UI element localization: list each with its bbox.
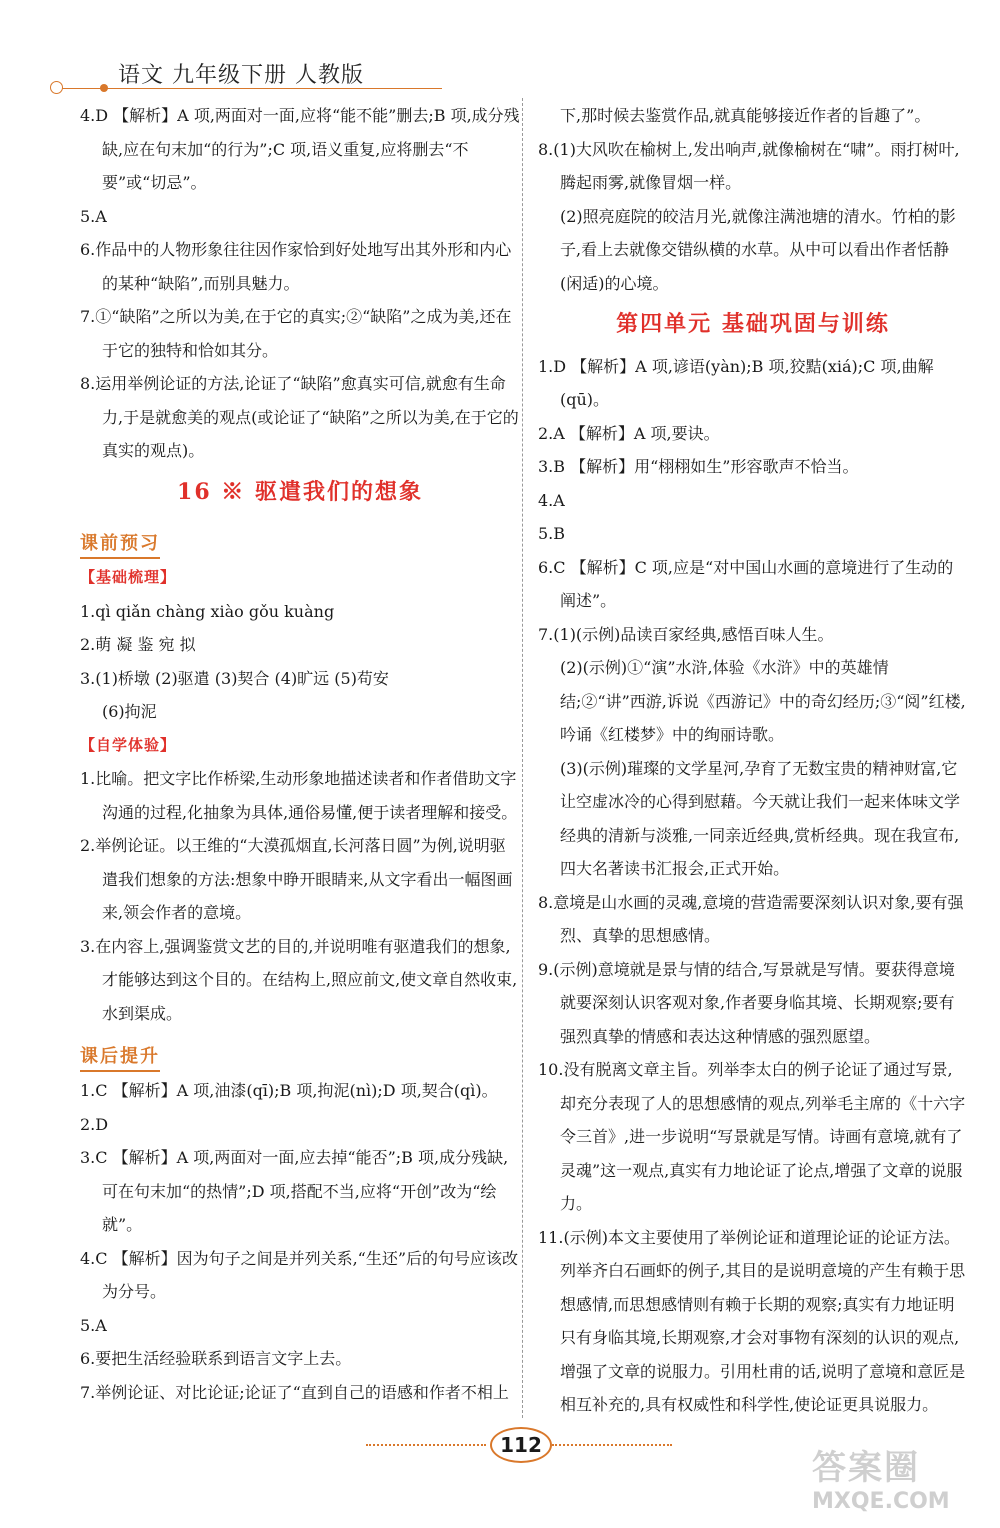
page-number: 112 [490,1427,552,1463]
answer-item: (6)拘泥 [102,702,157,721]
answer-item: 2.萌 凝 鉴 宛 拟 [80,635,196,654]
answer-item: 7.(1)(示例)品读百家经典,感悟百味人生。 [538,624,834,644]
answer-item: 2.A 【解析】A 项,要诀。 [538,423,720,443]
header-dot-decoration [100,84,108,92]
answer-item: 7.①“缺陷”之所以为美,在于它的真实;②“缺陷”之成为美,还在于它的独特和恰如其分。 [80,307,512,360]
basic-tag: 【基础梳理】 [80,568,177,586]
self-study-tag: 【自学体验】 [80,735,177,754]
answer-item: 6.要把生活经验联系到语言文字上去。 [80,1349,352,1368]
left-column [80,99,520,1409]
answer-item: 5.B [538,524,566,543]
answer-item: 10.没有脱离文章主旨。列举李太白的例子论证了通过写景,却充分表现了人的思想感情的观点,列举毛主席的《十六字令三首》,进一步说明“写景就是写情。诗画有意境,就有了灵魂”这一观点,真实有力地论证了论点,增强了文章的说服力。 [538,1060,966,1213]
answer-item: 1.比喻。把文字比作桥梁,生动形象地描述读者和作者借助文字沟通的过程,化抽象为具体,通俗易懂,便于读者理解和接受。 [80,769,518,822]
answer-item: 2.D [80,1114,109,1134]
answer-item: 8.运用举例论证的方法,论证了“缺陷”愈真实可信,就愈有生命力,于是就愈美的观点(或论证了“缺陷”之所以为美,在于它的真实的观点)。 [80,374,519,460]
answer-item: (2)照亮庭院的皎洁月光,就像注满池塘的清水。竹柏的影子,看上去就像交错纵横的水草。从中可以看出作者恬静(闲适)的心境。 [560,206,956,293]
answer-item: 3.C 【解析】A 项,两面对一面,应去掉“能否”;B 项,成分残缺,可在句末加“的热情”;D 项,搭配不当,应将“开创”改为“绘就”。 [80,1148,509,1234]
preview-heading: 课前预习 [80,531,160,559]
answer-item: 3.(1)桥墩 (2)驱遣 (3)契合 (4)旷远 (5)苟安 [80,668,389,688]
right-column [538,99,968,1422]
footer-dotted-line-right [552,1444,672,1446]
footer-dotted-line-left [366,1444,486,1446]
answer-item: 9.(示例)意境就是景与情的结合,写景就是写情。要获得意境就要深刻认识客观对象,作者要身临其境、长期观察;要有强烈真挚的情感和表达这种情感的强烈愿望。 [538,959,955,1046]
answer-item: 3.在内容上,强调鉴赏文艺的目的,并说明唯有驱遣我们的想象,才能够达到这个目的。在结构上,照应前文,使文章自然收束,水到渠成。 [80,936,518,1023]
answer-item: 1.D 【解析】A 项,谚语(yàn);B 项,狡黠(xiá);C 项,曲解(qū)。 [538,356,934,409]
after-class-heading: 课后提升 [80,1044,160,1072]
answer-item: 6.作品中的人物形象往往因作家恰到好处地写出其外形和内心的某种“缺陷”,而别具魅力。 [80,240,512,293]
answer-item: 11.(示例)本文主要使用了举例论证和道理论证的论证方法。列举齐白石画虾的例子,其目的是说明意境的产生有赖于思想感情,而思想感情则有赖于长期的观察;真实有力地证明只有身临其境,长期观察,才会对事物有深刻的认识的观点,增强了文章的说服力。引用杜甫的话,说明了意境和意匠是相互补充的,具有权威性和科学性,使论证更具说服力。 [538,1227,966,1414]
answer-item: 4.A [538,490,565,510]
lesson-title: 16 ※ 驱遣我们的想象 [177,478,423,505]
column-divider [522,98,523,1418]
unit-title: 第四单元 基础巩固与训练 [616,311,890,337]
answer-item: 6.C 【解析】C 项,应是“对中国山水画的意境进行了生动的阐述”。 [538,557,954,610]
answer-item: 5.A [80,1315,107,1335]
book-header-title: 语文 九年级下册 人教版 [118,63,364,88]
answer-item: 8.(1)大风吹在榆树上,发出响声,就像榆树在“啸”。雨打树叶,腾起雨雾,就像冒烟一样。 [538,139,960,192]
watermark-url: MXQE.COM [812,1489,950,1514]
answer-item: (3)(示例)璀璨的文学星河,孕育了无数宝贵的精神财富,它让空虚冰冷的心得到慰藉。今天就让我们一起来体味文学经典的清新与淡雅,一同亲近经典,赏析经典。现在我宣布,四大名著读书汇报会,正式开始。 [560,758,961,878]
answer-item: 3.B 【解析】用“栩栩如生”形容歌声不恰当。 [538,457,859,476]
answer-item: 4.D 【解析】A 项,两面对一面,应将“能不能”删去;B 项,成分残缺,应在句末加“的行为”;C 项,语义重复,应将删去“不要”或“切忌”。 [80,106,520,192]
answer-item: 1.qì qiǎn chàng xiào gǒu kuàng [80,601,335,621]
watermark-logo: 答案圈 [812,1448,920,1488]
answer-item: 5.A [80,206,107,226]
answer-item: 下,那时候去鉴赏作品,就真能够接近作者的旨趣了”。 [560,106,931,125]
answer-item: 4.C 【解析】因为句子之间是并列关系,“生还”后的句号应该改为分号。 [80,1248,519,1301]
answer-item: (2)(示例)①“演”水浒,体验《水浒》中的英雄情结;②“讲”西游,诉说《西游记》中的奇幻经历;③“阅”红楼,吟诵《红楼梦》中的绚丽诗歌。 [560,658,966,744]
answer-item: 7.举例论证、对比论证;论证了“直到自己的语感和作者不相上 [80,1382,509,1402]
answer-item: 1.C 【解析】A 项,油漆(qī);B 项,拘泥(nì);D 项,契合(qì)。 [80,1081,498,1100]
header-rule [62,88,442,89]
answer-item: 8.意境是山水画的灵魂,意境的营造需要深刻认识对象,要有强烈、真挚的思想感情。 [538,892,964,945]
answer-item: 2.举例论证。以王维的“大漠孤烟直,长河落日圆”为例,说明驱遣我们想象的方法:想象中睁开眼睛来,从文字看出一幅图画来,领会作者的意境。 [80,836,513,922]
watermark [812,1440,988,1524]
